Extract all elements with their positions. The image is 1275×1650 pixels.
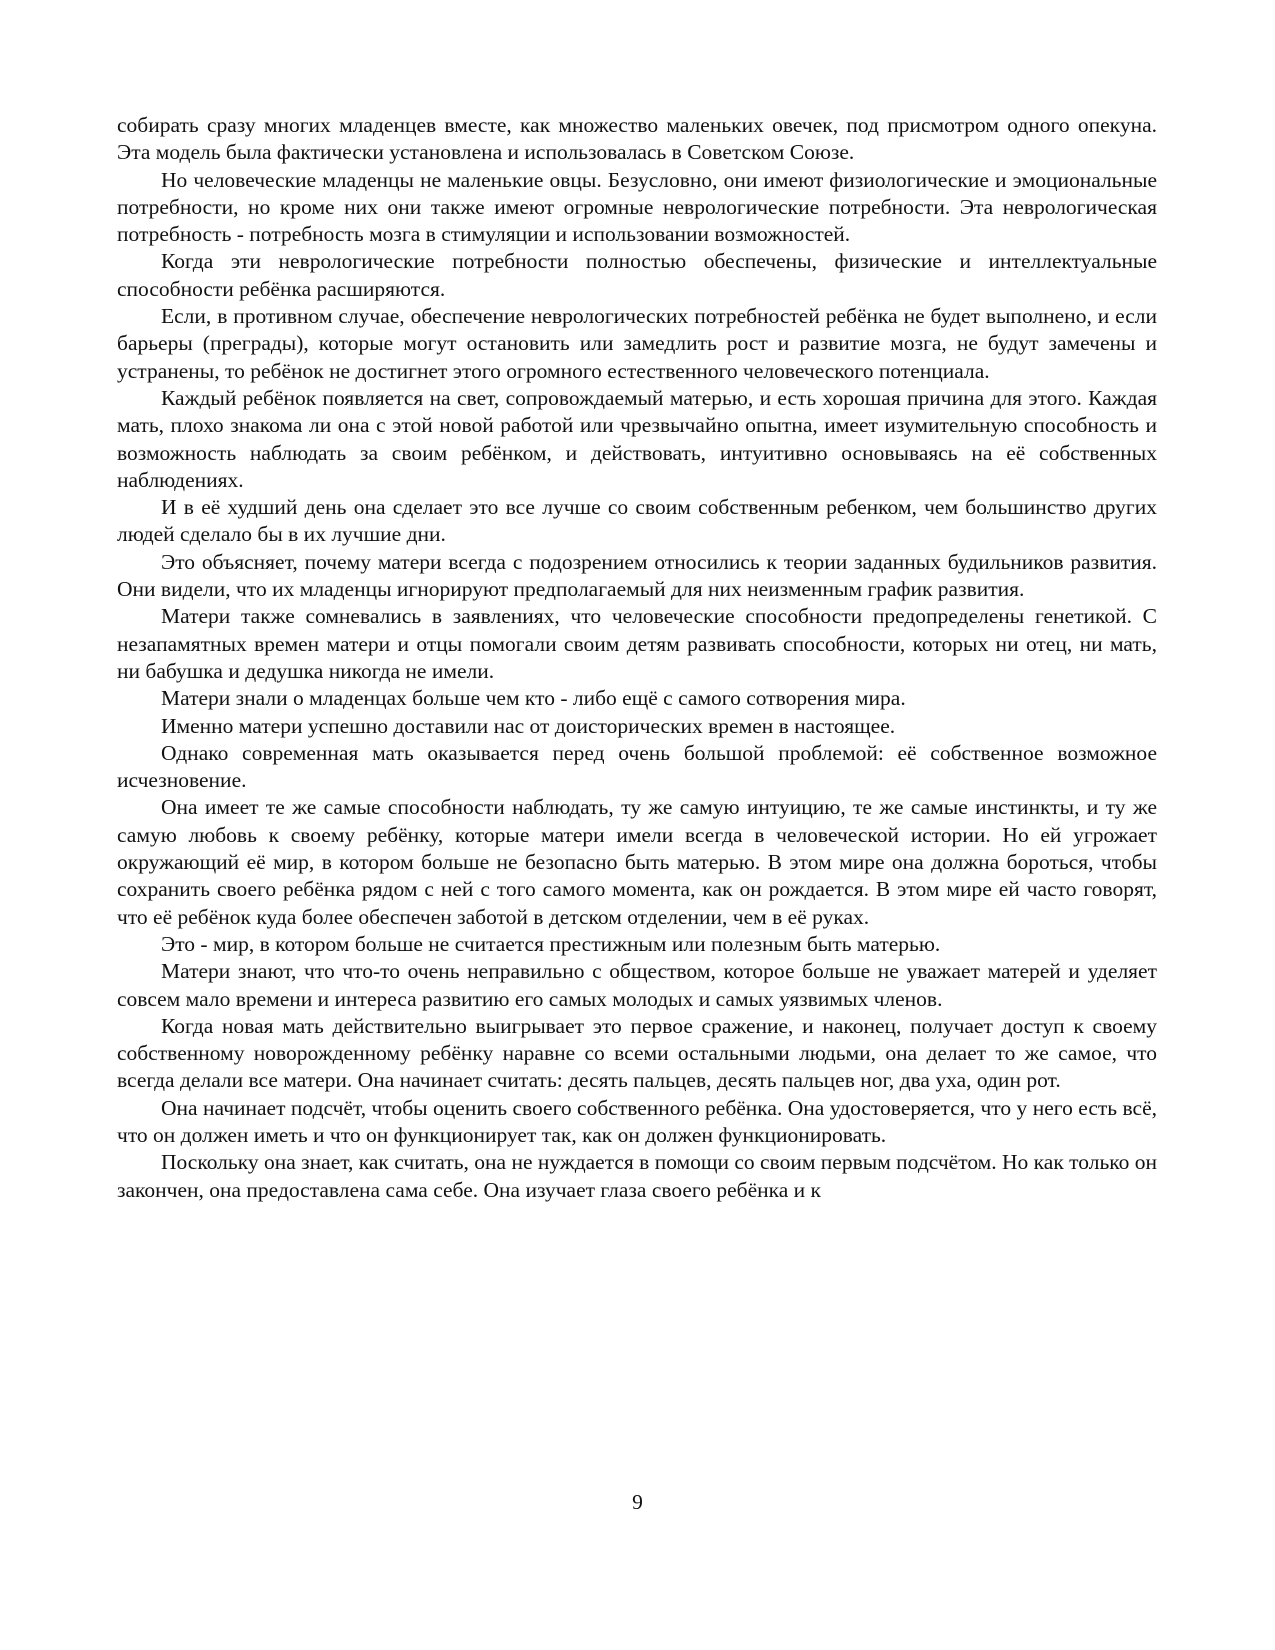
paragraph-15: Когда новая мать действительно выигрывает это первое сражение, и наконец, получает доступ к своему собственному новорожденному ребёнку наравне со всеми остальными людьми, она делает то же самое, что всегда делали все матери. Она начинает считать: десять пальцев, десять пальцев ног, два уха, один рот.	[117, 1013, 1157, 1093]
paragraph-2: Но человеческие младенцы не маленькие овцы. Безусловно, они имеют физиологические и эмоциональные потребности, но кроме них они также имеют огромные неврологические потребности. Эта неврологическая потребность - потребность мозга в стимуляции и использовании возможностей.	[117, 167, 1157, 247]
page-number: 9	[632, 1490, 643, 1514]
body-text	[117, 112, 1157, 1204]
paragraph-1: собирать сразу многих младенцев вместе, как множество маленьких овечек, под присмотром одного опекуна. Эта модель была фактически установлена и использовалась в Советском Союзе.	[117, 113, 1157, 165]
paragraph-5: Каждый ребёнок появляется на свет, сопровождаемый матерью, и есть хорошая причина для этого. Каждая мать, плохо знакома ли она с этой новой работой или чрезвычайно опытна, имеет изумительную способность и возможность наблюдать за своим ребёнком, и действовать, интуитивно основываясь на её собственных наблюдениях.	[117, 385, 1157, 492]
paragraph-17: Поскольку она знает, как считать, она не нуждается в помощи со своим первым подсчётом. Но как только он закончен, она предоставлена сама себе. Она изучает глаза своего ребёнка и к	[117, 1150, 1158, 1202]
paragraph-6: И в её худший день она сделает это все лучше со своим собственным ребенком, чем большинство других людей сделало бы в их лучшие дни.	[117, 495, 1157, 547]
paragraph-12: Она имеет те же самые способности наблюдать, ту же самую интуицию, те же самые инстинкты, и ту же самую любовь к своему ребёнку, которые матери имели всегда в человеческой истории. Но ей угрожает окружающий её мир, в котором больше не безопасно быть матерью. В этом мире она должна бороться, чтобы сохранить своего ребёнка рядом с ней с того самого момента, как он рождается. В этом мире ей часто говорят, что её ребёнок куда более обеспечен заботой в детском отделении, чем в её руках.	[117, 795, 1157, 929]
paragraph-13: Это - мир, в котором больше не считается престижным или полезным быть матерью.	[161, 931, 941, 956]
paragraph-16: Она начинает подсчёт, чтобы оценить своего собственного ребёнка. Она удостоверяется, что у него есть всё, что он должен иметь и что он функционирует так, как он должен функционировать.	[117, 1095, 1157, 1147]
paragraph-10: Именно матери успешно доставили нас от доисторических времен в настоящее.	[161, 713, 896, 738]
paragraph-7: Это объясняет, почему матери всегда с подозрением относились к теории заданных будильников развития. Они видели, что их младенцы игнорируют предполагаемый для них неизменным график развития.	[117, 549, 1157, 602]
paragraph-9: Матери знали о младенцах больше чем кто - либо ещё с самого сотворения мира.	[161, 686, 906, 711]
paragraph-4: Если, в противном случае, обеспечение неврологических потребностей ребёнка не будет выполнено, и если барьеры (преграды), которые могут остановить или замедлить рост и развитие мозга, не будут замечены и устранены, то ребёнок не достигнет этого огромного естественного человеческого потенциала.	[117, 304, 1157, 383]
paragraph-3: Когда эти неврологические потребности полностью обеспечены, физические и интеллектуальные способности ребёнка расширяются.	[117, 249, 1157, 301]
paragraph-14: Матери знают, что что-то очень неправильно с обществом, которое больше не уважает матерей и уделяет совсем мало времени и интереса развитию его самых молодых и самых уязвимых членов.	[117, 959, 1157, 1011]
paragraph-11: Однако современная мать оказывается перед очень большой проблемой: её собственное возможное исчезновение.	[117, 740, 1157, 793]
paragraph-8: Матери также сомневались в заявлениях, что человеческие способности предопределены генетикой. С незапамятных времен матери и отцы помогали своим детям развивать способности, которых ни отец, ни мать, ни бабушка и дедушка никогда не имели.	[117, 604, 1157, 683]
